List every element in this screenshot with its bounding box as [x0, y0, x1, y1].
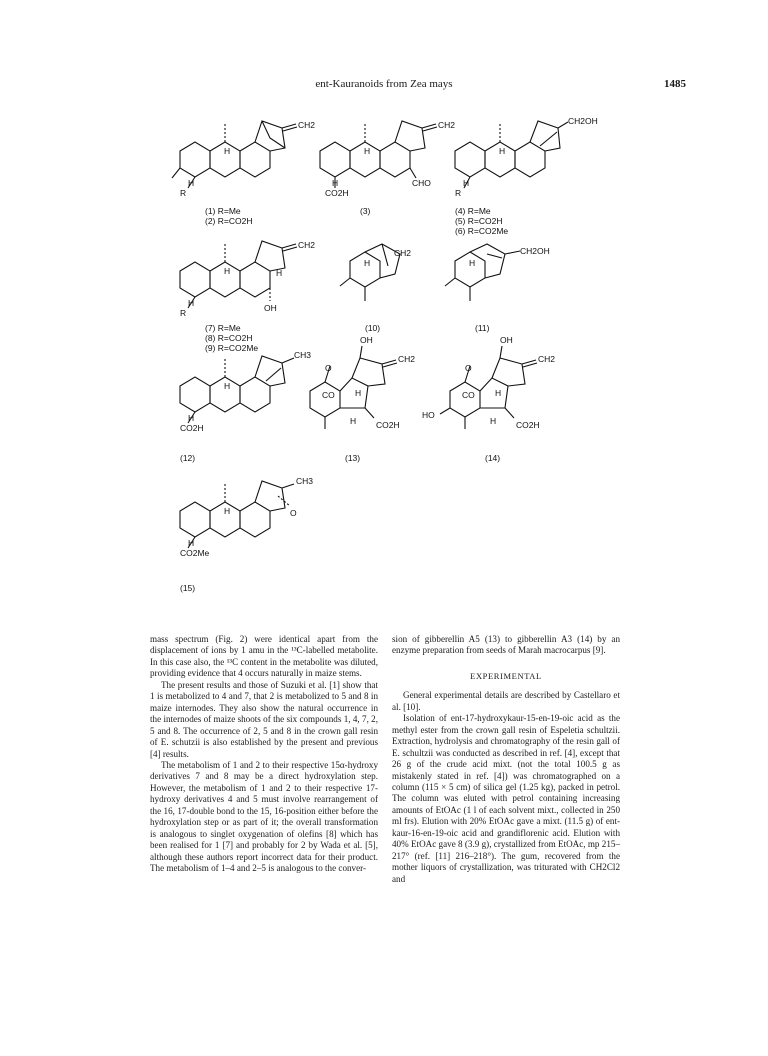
left-column	[150, 634, 378, 875]
s7-h3-label: H	[188, 298, 195, 308]
structures-figure	[150, 96, 620, 616]
running-title: ent-Kauranoids from Zea mays	[315, 78, 453, 90]
paragraph: mass spectrum (Fig. 2) were identical apart from the displacement of ions by 1 amu in the ¹³C-labelled metabolite. In this case also, the ¹³C content in the metabolite was diluted, providing evidence that 4 occurs naturally in maize stems.	[150, 634, 378, 679]
s1-h2-label: H	[188, 178, 195, 188]
s3-co2h-label: CO2H	[325, 188, 349, 198]
s7-label-2: (8) R=CO2H	[205, 333, 253, 343]
s14-o-label: O	[465, 363, 472, 373]
s15-label: (15)	[180, 583, 196, 593]
structure-10	[340, 244, 400, 301]
s13-co2h-label: CO2H	[376, 420, 400, 430]
s11-ch2oh-label: CH2OH	[520, 246, 550, 256]
structure-11	[445, 244, 520, 301]
s4-label-2: (5) R=CO2H	[455, 216, 503, 226]
paragraph: Isolation of ent-17-hydroxykaur-15-en-19-oic acid as the methyl ester from the crown gall resin of Espeletia schultzii. Extraction, hydrolysis and chromatography of the resin gall of E. schultzii was conducted as described in ref. [4], except that 26 g of the crude acid mixt. (not the total 100.5 g as mistakenly stated in ref. [4]) was chromatographed on a column (115 × 5 cm) of silica gel (1.25 kg), packed in petrol. The column was eluted with petrol containing increasing amounts of EtOAc (1 l of each solvent mixt., collected in 250 ml frs). Elution with 20% EtOAc gave a mixt. (11.5 g) of ent-kaur-16-en-19-oic acid and grandiflorenic acid. Elution with 40% EtOAc gave 8 (3.9 g), crystallized from EtOAc, mp 215–217° (ref. [11] 216–218°). The gum, recovered from the mother liquors of crystallization, was triturated with CH2Cl2 and	[392, 713, 620, 884]
s14-h2-label: H	[490, 416, 497, 426]
s4-label-3: (6) R=CO2Me	[455, 226, 509, 236]
paragraph: sion of gibberellin A5 (13) to gibberellin A3 (14) by an enzyme preparation from seeds of Marah macrocarpus [9].	[392, 634, 620, 656]
s13-co-label: CO	[322, 390, 335, 400]
structure-15	[180, 481, 294, 548]
s13-h-label: H	[355, 388, 362, 398]
s14-oh-label: OH	[500, 335, 513, 345]
paragraph: General experimental details are described by Castellaro et al. [10].	[392, 690, 620, 712]
s14-ch2-label: CH2	[538, 354, 556, 364]
s3-cho-label: CHO	[412, 178, 431, 188]
s13-h2-label: H	[350, 416, 357, 426]
s14-label: (14)	[485, 453, 501, 463]
s10-h-label: H	[364, 258, 371, 268]
s1-ch2-label: CH2	[298, 120, 316, 130]
structure-drawings	[150, 96, 620, 616]
s4-h2-label: H	[463, 178, 470, 188]
s15-ch3-label: CH3	[296, 476, 314, 486]
s7-ch2-label: CH2	[298, 240, 316, 250]
s1-label-1: (1) R=Me	[205, 206, 241, 216]
s1-r-label: R	[180, 188, 187, 198]
running-header	[0, 78, 768, 94]
s13-label: (13)	[345, 453, 361, 463]
s1-h-label: H	[224, 146, 231, 156]
s7-label-1: (7) R=Me	[205, 323, 241, 333]
structure-4-5-6	[455, 121, 568, 188]
page-number: 1485	[664, 78, 686, 90]
structure-12	[180, 356, 294, 423]
s7-h-label: H	[224, 266, 231, 276]
s12-h2-label: H	[188, 413, 195, 423]
s15-h-label: H	[224, 506, 231, 516]
s14-co-label: CO	[462, 390, 475, 400]
paragraph: The metabolism of 1 and 2 to their respective 15α-hydroxy derivatives 7 and 8 may be a direct hydroxylation step. However, the metabolism of 1 and 2 to their respective 17-hydroxy derivatives 4 and 5 must involve rearrangement of the 16, 17-double bond to the 15, 16-position either before the hydroxylation step or as part of it; the overall transformation is analogous to singlet oxygenation of olefins [8] which has been realised for 1 [7] and probably for 2 by Wada et al. [5], although these authors report incorrect data for their product. The metabolism of 1–4 and 2–5 is analogous to the conver-	[150, 759, 378, 874]
s15-co2me-label: CO2Me	[180, 548, 210, 558]
s4-label-1: (4) R=Me	[455, 206, 491, 216]
s14-ho-label: HO	[422, 410, 435, 420]
s7-oh-label: OH	[264, 303, 277, 313]
s10-ch2-label: CH2	[394, 248, 412, 258]
s3-ch2-label: CH2	[438, 120, 456, 130]
s15-h2-label: H	[188, 538, 195, 548]
s12-ch3-label: CH3	[294, 350, 312, 360]
s13-oh-label: OH	[360, 335, 373, 345]
s11-h-label: H	[469, 258, 476, 268]
paragraph: The present results and those of Suzuki et al. [1] show that 1 is metabolized to 4 and 7, that 2 is metabolized to 5 and 8 in maize internodes. They also show the natural occurrence in the internodes of maize shoots of the six compounds 1, 4, 7, 2, 5 and 8. The occurrence of 2, 5 and 8 in the crown gall resin of E. schutzii is also established by the present and previous [4] results.	[150, 679, 378, 759]
s7-r-label: R	[180, 308, 187, 318]
s12-co2h-label: CO2H	[180, 423, 204, 433]
s7-label-3: (9) R=CO2Me	[205, 343, 259, 353]
s4-r-label: R	[455, 188, 462, 198]
s3-h-label: H	[364, 146, 371, 156]
s13-o-label: O	[325, 363, 332, 373]
s7-h2-label: H	[276, 268, 283, 278]
s11-label: (11)	[475, 323, 490, 333]
right-column	[392, 634, 620, 885]
s13-ch2-label: CH2	[398, 354, 416, 364]
s3-h2-label: H	[332, 178, 339, 188]
s12-label: (12)	[180, 453, 196, 463]
section-heading: EXPERIMENTAL	[470, 670, 542, 681]
s4-h-label: H	[499, 146, 506, 156]
s15-o-label: O	[290, 508, 297, 518]
s14-h-label: H	[495, 388, 502, 398]
s10-label: (10)	[365, 323, 381, 333]
s4-ch2oh-label: CH2OH	[568, 116, 598, 126]
s14-co2h-label: CO2H	[516, 420, 540, 430]
s12-h-label: H	[224, 381, 231, 391]
structure-14	[440, 346, 537, 429]
s3-label: (3)	[360, 206, 371, 216]
s1-label-2: (2) R=CO2H	[205, 216, 253, 226]
